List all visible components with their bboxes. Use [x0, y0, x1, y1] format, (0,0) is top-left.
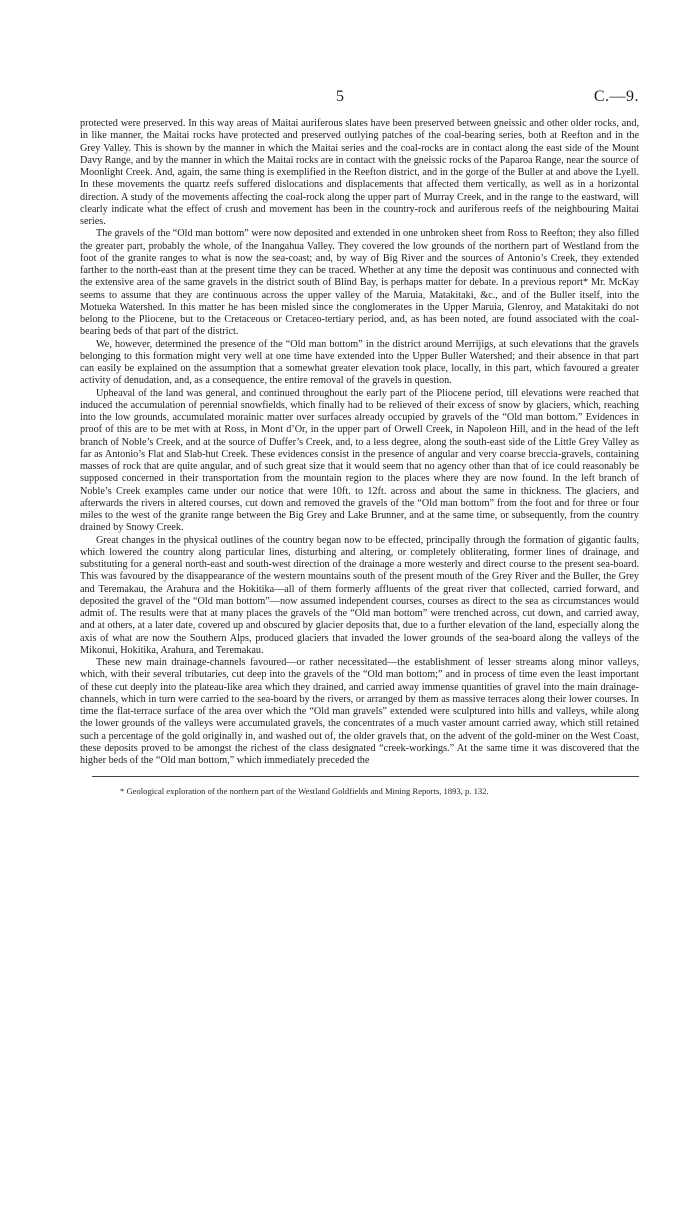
- document-id: C.—9.: [593, 88, 639, 105]
- paragraph: Upheaval of the land was general, and continued throughout the early part of the Pliocene period, till elevations were reached that induced the accumulation of perennial snowfields, which finally had to be relieved of their excess of snow by glaciers, which, reaching into the low grounds, accumulated morainic matter over surfaces already occupied by gravels of the “Old man bottom.” Evidences in proof of this are to be met with at Ross, in Mont d’Or, in the upper part of Orwell Creek, in Napoleon Hill, and in the head of the left branch of Noble’s Creek, and at the source of Duffer’s Creek, and, to a less degree, along the south-east side of the Little Grey Valley as far as Antonio’s Flat and Slab-hut Creek. These evidences consist in the presence of angular and very coarse breccia-gravels, containing masses of rock that are quite angular, and of such great size that it would seem that no agency other than that of ice could reasonably be supposed concerned in their transportation from the mountain region to the places where they are now found. In the left branch of Noble’s Creek examples came under our notice that were 10ft. to 12ft. across and about the same in thickness. The glaciers, and afterwards the rivers in altered courses, cut down and removed the gravels of the “Old man bottom” from the foot and for three or four miles to the west of the granite range between the Big Grey and Lake Brunner, and at the same time, or subsequently, from the country drained by Snowy Creek.: [80, 387, 639, 534]
- paragraph: protected were preserved. In this way areas of Maitai auriferous slates have been preserved between gneissic and other older rocks, and, in like manner, the Maitai rocks have protected and preserved outlying patches of the coal-bearing series, both at Reefton and in the Grey Valley. This is shown by the manner in which the Maitai series and the coal-rocks are in contact along the east side of the Mount Davy Range, and by the manner in which the Maitai rocks are in contact with the gneissic rocks of the Paparoa Range, near the source of Moonlight Creek. And, again, the same thing is exemplified in the Reefton district, and in the gorge of the Buller at and above the Lyell. In these movements the quartz reefs suffered dislocations and displacements that affected them vertically, as well as in a horizontal direction. A study of the movements affecting the coal-rock along the upper part of Murray Creek, and in the range to the eastward, will clearly indicate what the effect of crush and movement has been in the country-rock and auriferous reefs of the neighbouring Maitai series.: [80, 118, 639, 227]
- paragraph: Great changes in the physical outlines of the country began now to be effected, principally through the formation of gigantic faults, which lowered the country along particular lines, disturbing and altering, or completely obliterating, former lines of drainage, and substituting for a general north-east and south-west direction of the drainage a more westerly and direct course to the present sea-board. This was favoured by the disappearance of the western mountains south of the present mouth of the Grey River and the Buller, the Grey and Teremakau, the Arahura and the Hokitika—all of them formerly affluents of the great river that collected, carried forward, and deposited the gravel of the “Old man bottom”—now assumed independent courses, courses as direct to the sea as circumstances would admit of. The results were that at many places the gravels of the “Old man bottom” were trenched across, cut down, and carried away, and at others, at a later date, covered up and obscured by glacier deposits that, due to a further elevation of the land, especially along the axis of what are now the Southern Alps, produced glaciers that invaded the lower grounds of the sea-board along the valleys of the Mikonui, Hokitika, Arahura, and Teremakau.: [80, 534, 639, 656]
- page-number: 5: [336, 88, 344, 105]
- page-header: [80, 0, 639, 118]
- paragraph: We, however, determined the presence of the “Old man bottom” in the district around Merrijigs, at such elevations that the gravels belonging to this formation might very well at one time have extended into the Upper Buller Watershed; and their absence in that part can easily be explained on the assumption that a somewhat greater elevation took place, locally, in this part, which favoured a greater activity of denudation, and, as a consequence, the entire removal of the gravels in question.: [80, 338, 639, 387]
- paragraph: The gravels of the “Old man bottom” were now deposited and extended in one unbroken sheet from Ross to Reefton; they also filled the greater part, probably the whole, of the Inangahua Valley. They covered the low grounds of the northern part of Westland from the foot of the granite ranges to what is now the sea-coast; and, by way of Big River and the sources of Antonio’s Creek, they extended farther to the north-east than at the present time they can be traced. Whether at any time the deposit was continuous and connected with the extensive area of the same gravels in the district south of Blind Bay, is perhaps matter for debate. In a previous report* Mr. McKay seems to assume that they are continuous across the upper valley of the Maruia, Matakitaki, &c., and of the Buller itself, into the Motueka Watershed. In this matter he has been misled since the conglomerates in the Upper Maruia, Glenroy, and Matakitaki do not belong to the Pliocene, but to the Cretaceous or Cretaceo-tertiary period, and, as has been noted, are found associated with the coal-bearing beds of that part of the district.: [80, 228, 639, 338]
- footnote-divider: [92, 776, 639, 777]
- footnote: * Geological exploration of the northern part of the Westland Goldfields and Mining Reports, 1893, p. 132.: [120, 785, 489, 796]
- body-text: [80, 118, 639, 767]
- paragraph: These new main drainage-channels favoured—or rather necessitated—the establishment of lesser streams along minor valleys, which, with their several tributaries, cut deep into the gravels of the “Old man bottom;” and in process of time even the least important of these cut deeply into the plateau-like area which they drained, and carried away immense quantities of gravel into the main drainage-channels, which in turn were carried to the sea-board by the rivers, or arranged by them as massive terraces along their lower courses. In time the flat-terrace surface of the area over which the “Old man gravels” extended were sculptured into hills and valleys, while along the lower grounds of the valleys were accumulated gravels, the concentrates of a much vaster amount carried away, which still retained such a percentage of the gold originally in, and washed out of, the older gravels that, on the advent of the gold-miner on the West Coast, these deposits proved to be amongst the richest of the class designated “creek-workings.” At the same time it was discovered that the higher beds of the “Old man bottom,” which immediately preceded the: [80, 657, 639, 766]
